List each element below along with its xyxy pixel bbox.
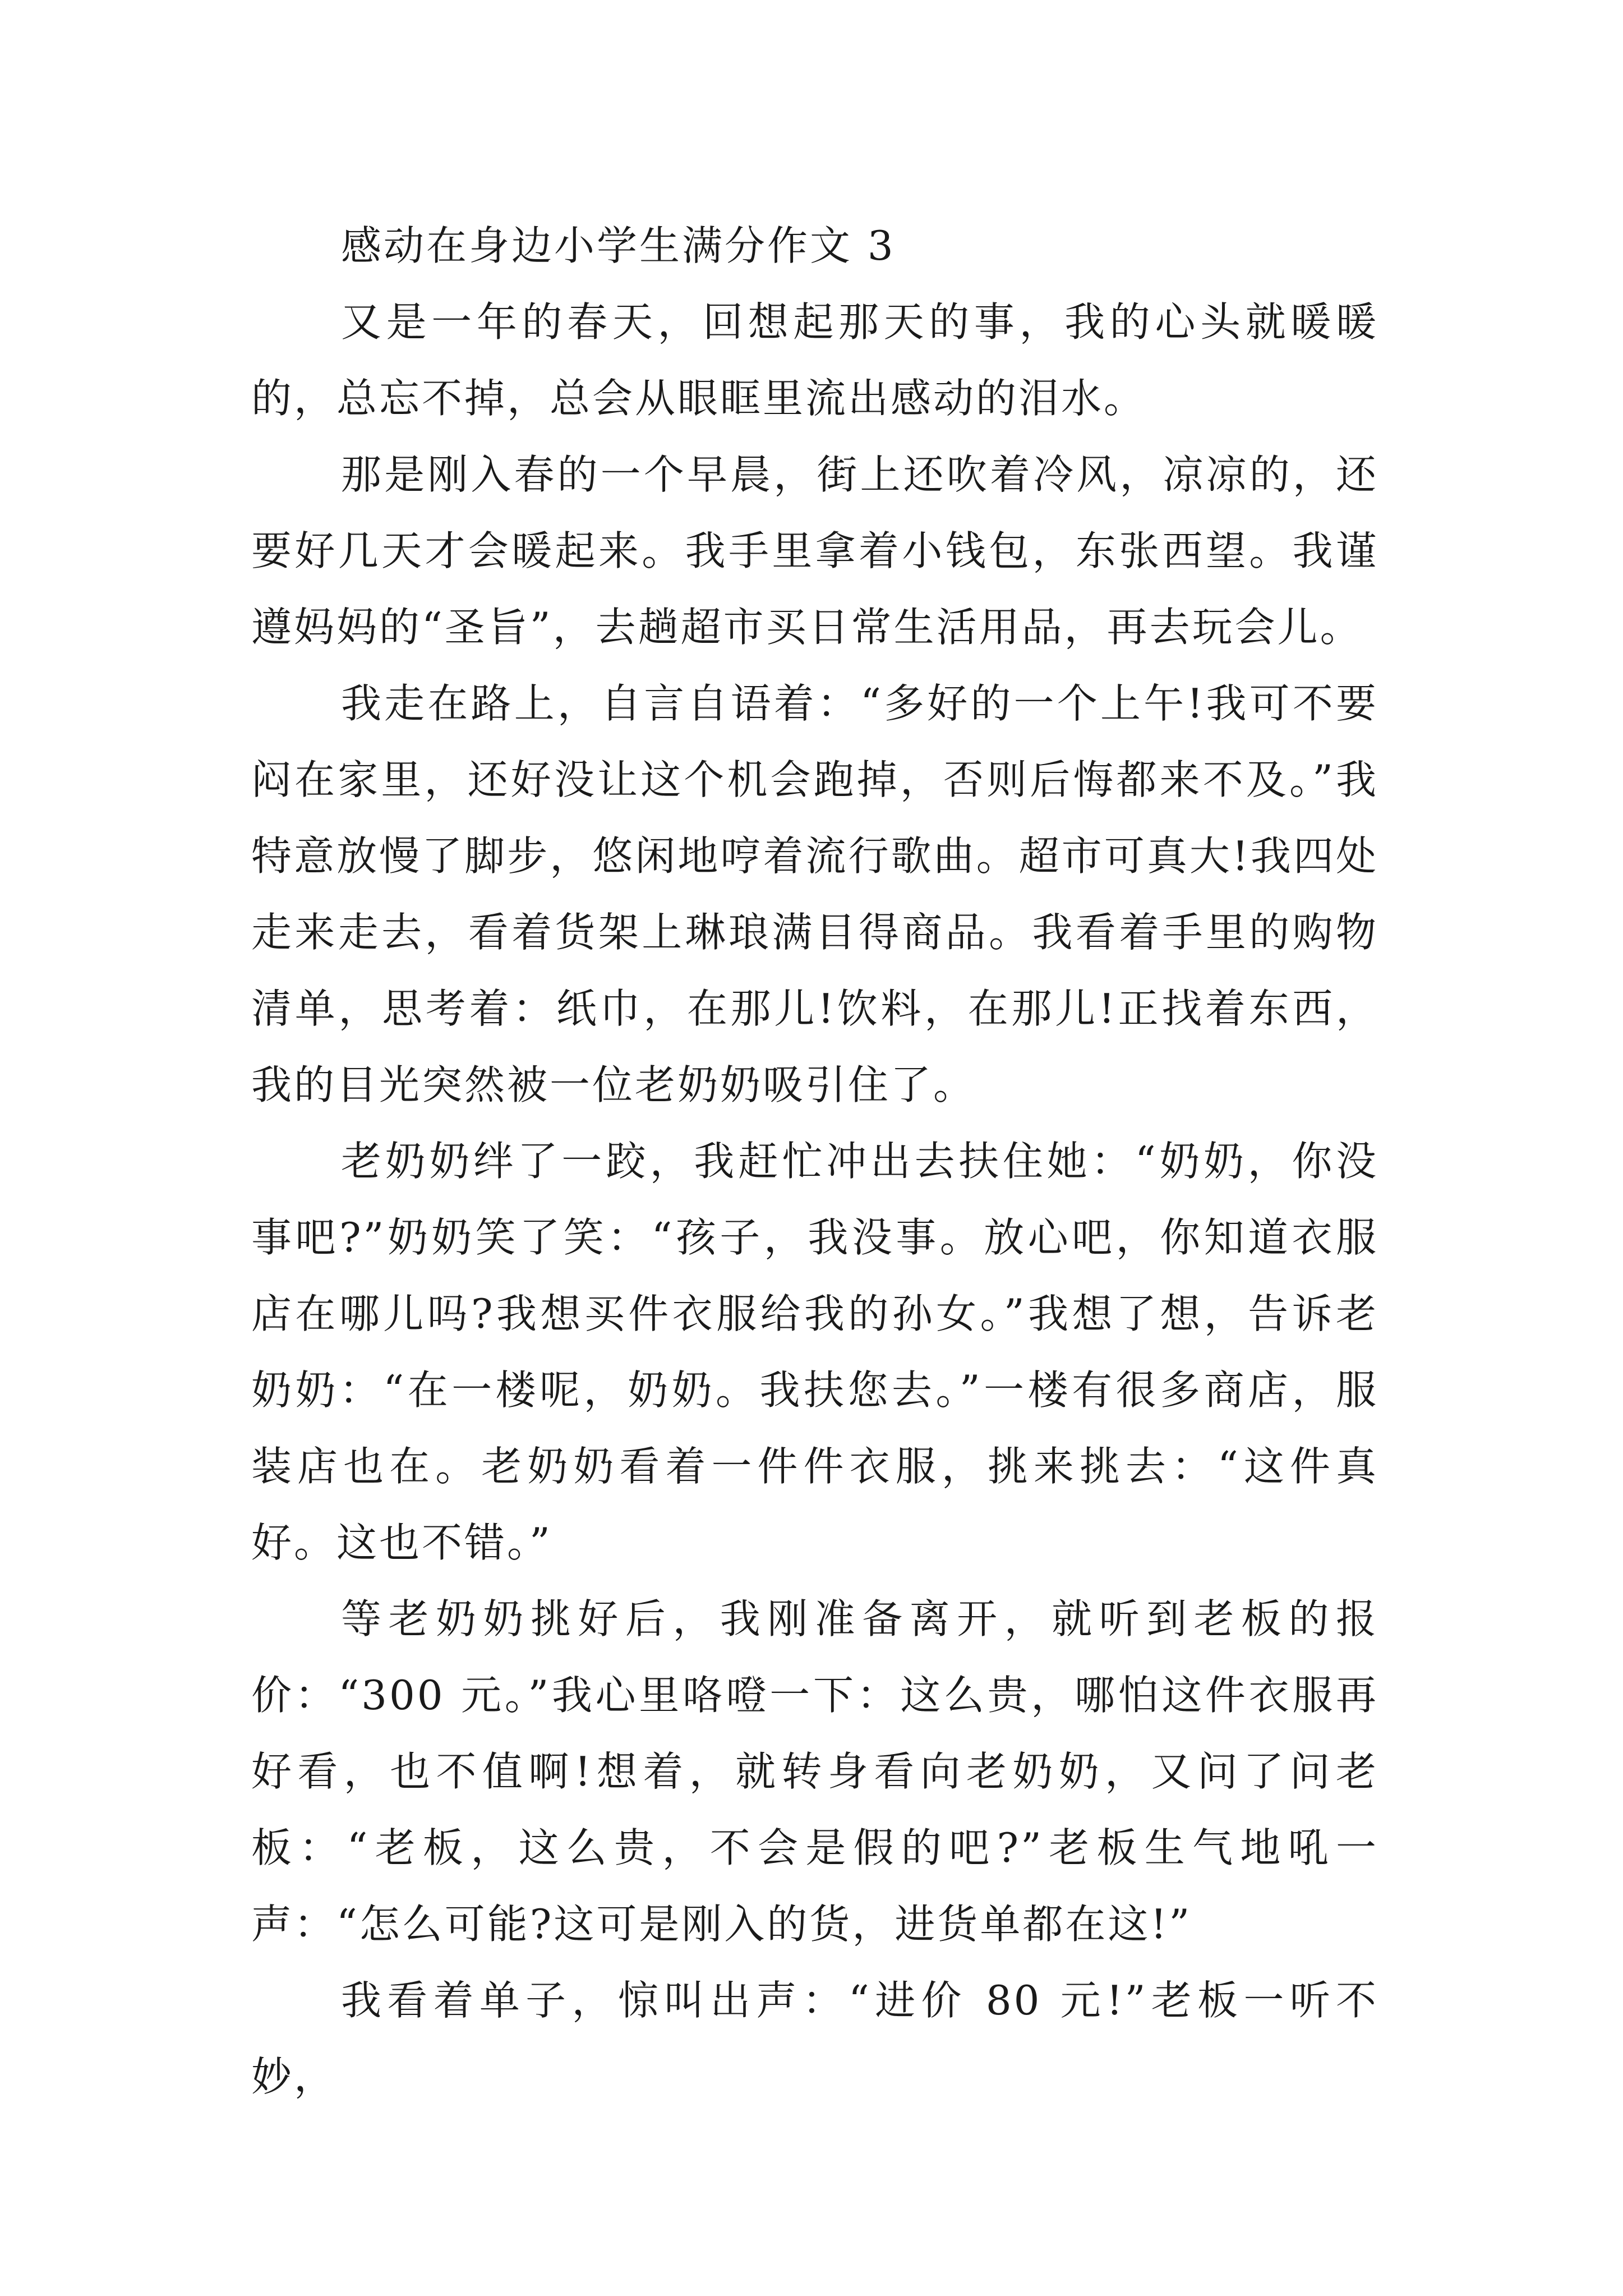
paragraph-2: 那是刚入春的一个早晨，街上还吹着冷风，凉凉的，还要好几天才会暖起来。我手里拿着小钱包，东张西望。我谨遵妈妈的“圣旨”，去趟超市买日常生活用品，再去玩会儿。 <box>251 451 1378 651</box>
paragraph-3: 我走在路上，自言自语着：“多好的一个上午!我可不要闷在家里，还好没让这个机会跑掉，否则后悔都来不及。”我特意放慢了脚步，悠闲地哼着流行歌曲。超市可真大!我四处走来走去，看着货架上琳琅满目得商品。我看着手里的购物清单，思考着：纸巾，在那儿!饮料，在那儿!正找着东西，我的目光突然被一位老奶奶吸引住了。 <box>251 680 1378 1108</box>
paragraph-6: 我看着单子，惊叫出声：“进价 80 元!”老板一听不妙， <box>251 1977 1378 2100</box>
essay-title: 感动在身边小学生满分作文 3 <box>341 222 896 269</box>
paragraph-4: 老奶奶绊了一跤，我赶忙冲出去扶住她：“奶奶，你没事吧?”奶奶笑了笑：“孩子，我没事。放心吧，你知道衣服店在哪儿吗?我想买件衣服给我的孙女。”我想了想，告诉老奶奶：“在一楼呢，奶奶。我扶您去。”一楼有很多商店，服装店也在。老奶奶看着一件件衣服，挑来挑去：“这件真好。这也不错。” <box>251 1138 1378 1566</box>
paragraph-1: 又是一年的春天，回想起那天的事，我的心头就暖暖的，总忘不掉，总会从眼眶里流出感动的泪水。 <box>251 298 1378 422</box>
paragraph-5: 等老奶奶挑好后，我刚准备离开，就听到老板的报价：“300 元。”我心里咯噔一下：这么贵，哪怕这件衣服再好看，也不值啊!想着，就转身看向老奶奶，又问了问老板：“老板，这么贵，不会是假的吧?”老板生气地吼一声：“怎么可能?这可是刚入的货，进货单都在这!” <box>251 1595 1378 1948</box>
essay-body <box>251 208 1378 2115</box>
